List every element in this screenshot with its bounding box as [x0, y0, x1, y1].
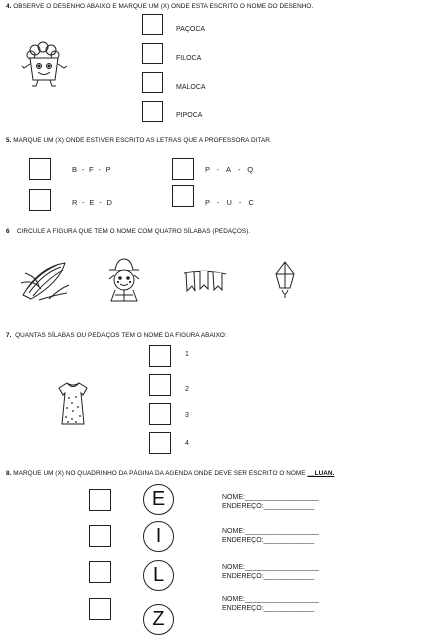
q5-option-3: R - E - D: [72, 198, 113, 207]
q8-address-block-3: [222, 563, 319, 581]
corn-drawing[interactable]: [19, 259, 71, 301]
q7-checkbox-3[interactable]: [149, 403, 171, 425]
q8-name-blank: __LUAN.: [307, 470, 335, 477]
nome-line: NOME:___________________: [222, 494, 319, 501]
q4-checkbox-4[interactable]: [142, 101, 163, 122]
caipira-drawing[interactable]: [105, 257, 143, 303]
nome-line: NOME:___________________: [222, 596, 319, 603]
q7-option-2: 2: [185, 386, 189, 393]
q7-option-3: 3: [185, 412, 189, 419]
q5-option-2: P - A - Q: [205, 165, 254, 174]
q5-checkbox-4[interactable]: [172, 185, 194, 207]
q5-option-1: B - F - P: [72, 165, 111, 174]
q8-checkbox-4[interactable]: [89, 598, 111, 620]
q7-checkbox-1[interactable]: [149, 345, 171, 367]
q5-checkbox-1[interactable]: [29, 158, 51, 180]
question-8-text: 8. MARQUE UM (X) NO QUADRINHO DA PÁGINA DA AGENDA ONDE DEVE SER ESCRITO O NOME __LUAN.: [6, 470, 335, 477]
question-6-text: 6 CIRCULE A FIGURA QUE TEM O NOME COM QUATRO SÍLABAS (PEDAÇOS).: [6, 228, 251, 235]
q4-checkbox-3[interactable]: [142, 72, 163, 93]
q7-option-1: 1: [185, 351, 189, 358]
dress-drawing: [54, 380, 92, 428]
q8-address-block-2: [222, 527, 319, 545]
q5-option-4: P - U - C: [205, 198, 255, 207]
q5-checkbox-3[interactable]: [29, 189, 51, 211]
balao-drawing[interactable]: [273, 260, 297, 300]
q8-checkbox-1[interactable]: [89, 489, 111, 511]
q8-checkbox-3[interactable]: [89, 561, 111, 583]
q5-checkbox-2[interactable]: [172, 158, 194, 180]
endereco-line: ENDEREÇO:_____________: [222, 503, 315, 510]
q4-option-1: PAÇOCA: [176, 26, 206, 33]
q4-option-2: FILOCA: [176, 55, 202, 62]
q4-checkbox-1[interactable]: [142, 14, 163, 35]
bandeirinhas-drawing[interactable]: [183, 267, 227, 299]
endereco-line: ENDEREÇO:_____________: [222, 605, 315, 612]
nome-line: NOME:___________________: [222, 564, 319, 571]
q4-option-3: MALOCA: [176, 84, 206, 91]
q7-checkbox-4[interactable]: [149, 432, 171, 454]
endereco-line: ENDEREÇO:_____________: [222, 573, 315, 580]
q7-option-4: 4: [185, 440, 189, 447]
pipoca-drawing: [20, 40, 70, 88]
q4-option-4: PIPOCA: [176, 112, 203, 119]
q4-checkbox-2[interactable]: [142, 43, 163, 64]
q8-letter-e: E: [143, 484, 174, 515]
q8-letter-z: Z: [143, 604, 174, 635]
q8-checkbox-2[interactable]: [89, 525, 111, 547]
q8-address-block-1: [222, 493, 319, 511]
q8-address-block-4: [222, 595, 319, 613]
question-5-text: 5. MARQUE UM (X) ONDE ESTIVER ESCRITO AS LETRAS QUE A PROFESSORA DITAR.: [6, 137, 272, 144]
q8-letter-i: I: [143, 521, 174, 552]
q8-letter-l: L: [143, 560, 174, 591]
question-7-text: 7. QUANTAS SÍLABAS OU PEDAÇOS TEM O NOME DA FIGURA ABAIXO:: [6, 332, 227, 339]
q7-checkbox-2[interactable]: [149, 374, 171, 396]
question-4-text: 4. OBSERVE O DESENHO ABAIXO E MARQUE UM (X) ONDE ESTA ESCRITO O NOME DO DESENHO.: [6, 3, 314, 10]
endereco-line: ENDEREÇO:_____________: [222, 537, 315, 544]
nome-line: NOME:___________________: [222, 528, 319, 535]
